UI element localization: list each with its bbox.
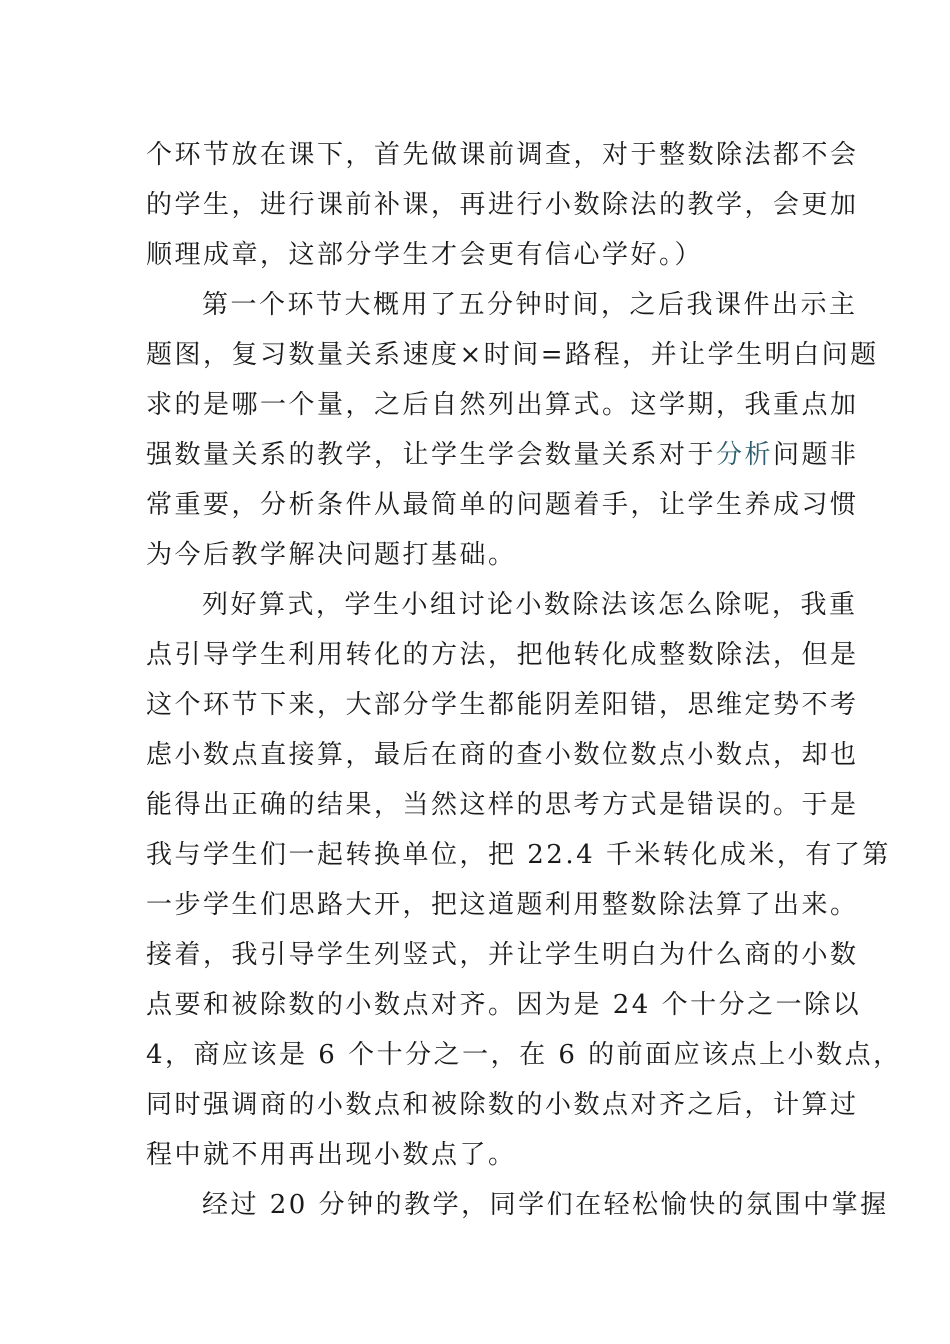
text-line: 为今后教学解决问题打基础。	[146, 540, 517, 570]
text-line: 程中就不用再出现小数点了。	[146, 1140, 517, 1170]
text-line: 接着，我引导学生列竖式，并让学生明白为什么商的小数	[146, 940, 859, 970]
text-line: 虑小数点直接算，最后在商的查小数位数点小数点，却也	[146, 740, 859, 770]
text-segment: 强数量关系的教学，让学生学会数量关系对于	[146, 440, 717, 470]
text-line: 点引导学生利用转化的方法，把他转化成整数除法，但是	[146, 640, 859, 670]
paragraph-first-line: 经过 20 分钟的教学，同学们在轻松愉快的氛围中掌握	[202, 1190, 889, 1220]
body-text	[146, 130, 902, 1230]
text-line: 我与学生们一起转换单位，把 22.4 千米转化成米，有了第	[146, 840, 891, 870]
text-line-with-link	[146, 430, 859, 480]
text-line: 这个环节下来，大部分学生都能阴差阳错，思维定势不考	[146, 690, 859, 720]
text-segment: 问题非	[773, 440, 859, 470]
paragraph-first-line: 列好算式，学生小组讨论小数除法该怎么除呢，我重	[202, 590, 858, 620]
text-line: 求的是哪一个量，之后自然列出算式。这学期，我重点加	[146, 390, 859, 420]
text-line: 常重要，分析条件从最简单的问题着手，让学生养成习惯	[146, 490, 859, 520]
text-line: 顺理成章，这部分学生才会更有信心学好。）	[146, 240, 704, 270]
text-line: 能得出正确的结果，当然这样的思考方式是错误的。于是	[146, 790, 859, 820]
text-line: 点要和被除数的小数点对齐。因为是 24 个十分之一除以	[146, 990, 862, 1020]
text-line: 的学生，进行课前补课，再进行小数除法的教学，会更加	[146, 190, 859, 220]
text-line: 一步学生们思路大开，把这道题利用整数除法算了出来。	[146, 890, 859, 920]
text-line: 个环节放在课下，首先做课前调查，对于整数除法都不会	[146, 140, 859, 170]
analysis-link[interactable]: 分析	[716, 440, 774, 470]
text-line: 4，商应该是 6 个十分之一，在 6 的前面应该点上小数点，	[146, 1040, 902, 1070]
text-line: 同时强调商的小数点和被除数的小数点对齐之后，计算过	[146, 1090, 859, 1120]
paragraph-first-line: 第一个环节大概用了五分钟时间，之后我课件出示主	[202, 290, 858, 320]
text-line: 题图，复习数量关系速度×时间=路程，并让学生明白问题	[146, 340, 879, 370]
